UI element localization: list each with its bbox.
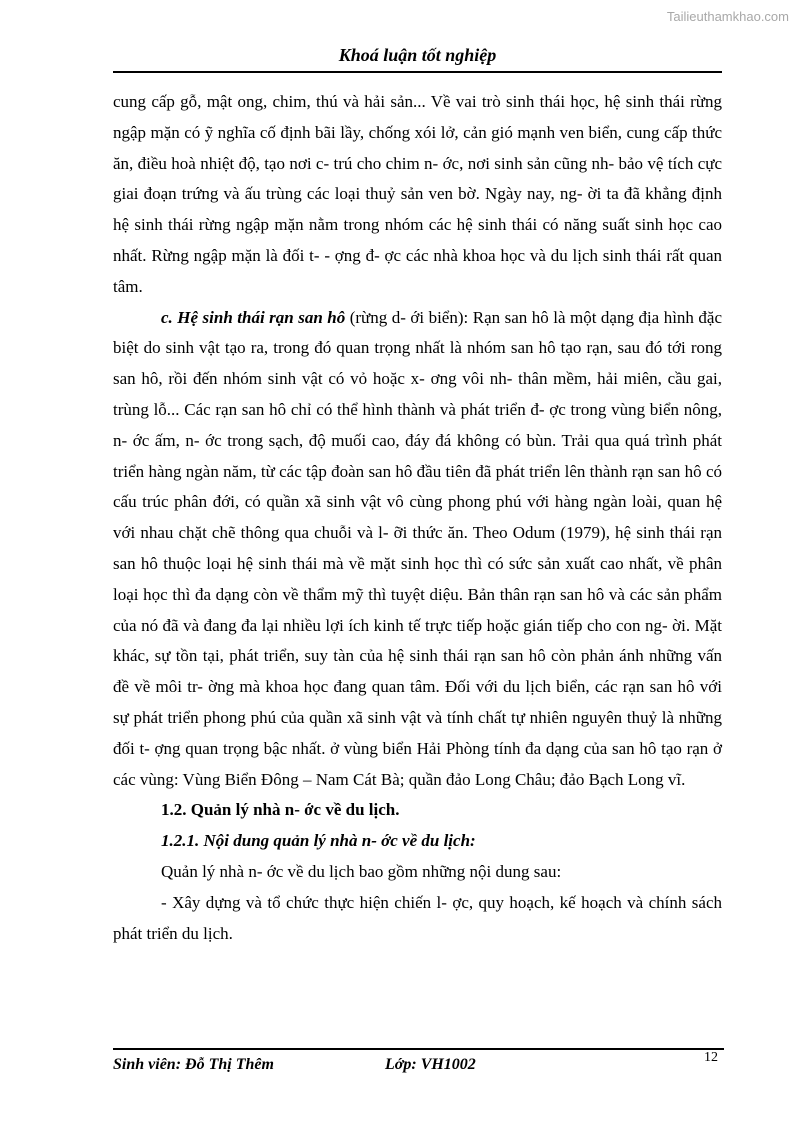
- footer-class: Lớp: VH1002: [385, 1056, 476, 1073]
- page-header: [113, 0, 722, 73]
- heading-1-2: 1.2. Quản lý nhà n- ớc về du lịch.: [161, 800, 400, 820]
- paragraph-mangrove: cung cấp gỗ, mật ong, chim, thú và hải sản... Về vai trò sinh thái học, hệ sinh thái rừng ngập mặn có ỹ nghĩa cố định bãi lầy, chống xói lở, cản gió mạnh ven biển, cung cấp thức ăn, điều hoà nhiệt độ, tạo nơi c- trú cho chim n- ớc, nơi sinh sản cũng nh- bảo vệ tích cực giai đoạn trứng và ấu trùng các loại thuỷ sản ven bờ. Ngày nay, ng- ời ta đã khẳng định hệ sinh thái rừng ngập mặn nằm trong nhóm các hệ sinh thái có năng suất sinh học cao nhất. Rừng ngập mặn là đối t- - ợng đ- ợc các nhà khoa học và du lịch sinh thái rất quan tâm.: [113, 92, 722, 296]
- paragraph-coral-lead: c. Hệ sinh thái rạn san hô: [161, 307, 350, 327]
- paragraph-coral-text: Rạn san hô là một dạng địa hình đặc biệt do sinh vật tạo ra, trong đó quan trọng nhất là nhóm san hô tạo rạn, sau đó tới rong san hô, rồi đến nhóm sinh vật có vỏ hoặc x- ơng vôi nh- thân mềm, hải miên, cầu gai, trùng lỗ... Các rạn san hô chỉ có thể hình thành và phát triển đ- ợc trong vùng biển nông, n- ớc ấm, n- ớc trong sạch, độ muối cao, đáy đá không có bùn. Trải qua quá trình phát triển hàng ngàn năm, từ các tập đoàn san hô đầu tiên đã phát triển lên thành rạn san hô có cấu trúc phân đới, có quần xã sinh vật vô cùng phong phú với hàng ngàn loài, quan hệ với nhau chặt chẽ thông qua chuỗi và l- ỡi thức ăn. Theo Odum (1979), hệ sinh thái rạn san hô thuộc loại hệ sinh thái mà về mặt sinh học thì có sức sản xuất cao nhất, về phân loại học thì đa dạng còn về thẩm mỹ thì tuyệt diệu. Bản thân rạn san hô và các sản phẩm của nó đã và đang đa lại nhiều lợi ích kinh tế trực tiếp hoặc gián tiếp cho con ng- ời. Mặt khác, sự tồn tại, phát triển, suy tàn của hệ sinh thái rạn san hô còn phản ánh những vấn đề về môi tr- ờng mà khoa học đang quan tâm. Đối với du lịch biển, các rạn san hô với sự phát triển phong phú của quần xã sinh vật và tính chất tự nhiên nguyên thuỷ là những đối t- ợng quan trọng bậc nhất. ở vùng biển Hải Phòng tính đa dạng của san hô tạo rạn ở các vùng: Vùng Biển Đông – Nam Cát Bà; quần đảo Long Châu; đảo Bạch Long vĩ.: [113, 307, 723, 789]
- heading-1-2-1: 1.2.1. Nội dung quản lý nhà n- ớc về du lịch:: [161, 831, 476, 851]
- header-title: Khoá luận tốt nghiệp: [113, 45, 722, 73]
- page-number: 12: [704, 1050, 718, 1065]
- watermark: Tailieuthamkhao.com: [666, 9, 789, 24]
- paragraph-coral-reef: [113, 303, 722, 796]
- document-body: [113, 87, 722, 949]
- footer-divider: [113, 1048, 724, 1050]
- footer-student: Sinh viên: Đỗ Thị Thêm: [113, 1056, 274, 1073]
- paragraph-management-intro: Quản lý nhà n- ớc về du lịch bao gồm những nội dung sau:: [161, 861, 562, 881]
- paragraph-strategy-bullet: - Xây dựng và tổ chức thực hiện chiến l- ợc, quy hoạch, kế hoạch và chính sách phát triển du lịch.: [113, 892, 722, 943]
- paragraph-coral-paren: (rừng d- ới biển):: [349, 307, 473, 327]
